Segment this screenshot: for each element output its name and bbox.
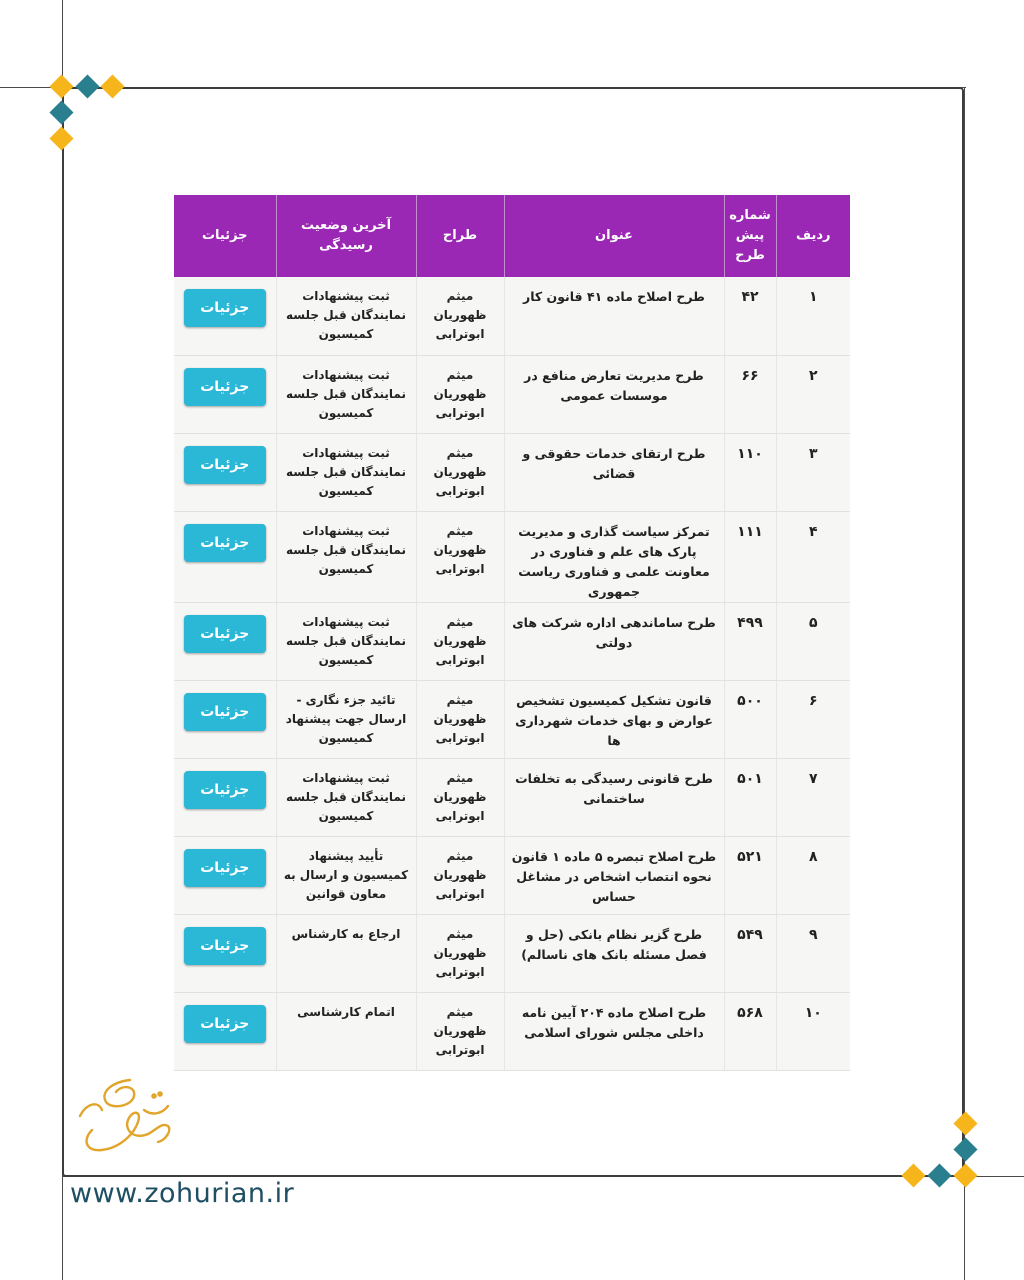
table-header-row	[174, 195, 850, 277]
cell-designer: میثم ظهوریان ابوترابی	[416, 355, 504, 433]
plans-table	[174, 195, 850, 1071]
details-button[interactable]: جزئیات	[184, 615, 266, 653]
table-row	[174, 602, 850, 680]
details-button[interactable]: جزئیات	[184, 849, 266, 887]
cell-row-number: ۶	[776, 680, 850, 758]
cell-title: طرح گزیر نظام بانکی (حل و فصل مسئله بانک های ناسالم)	[504, 914, 724, 992]
cell-row-number: ۱	[776, 277, 850, 355]
table-row	[174, 914, 850, 992]
frame-line-right	[964, 87, 965, 1280]
cell-designer: میثم ظهوریان ابوترابی	[416, 602, 504, 680]
cell-status: ثبت پیشنهادات نمایندگان قبل جلسه کمیسیون	[276, 758, 416, 836]
cell-status: ارجاع به کارشناس	[276, 914, 416, 992]
cell-details	[174, 602, 276, 680]
signature-logo	[72, 1070, 182, 1165]
cell-plan-number: ۵۶۸	[724, 992, 776, 1070]
cell-title: طرح ساماندهی اداره شرکت های دولتی	[504, 602, 724, 680]
cell-title: طرح اصلاح ماده ۴۱ قانون کار	[504, 277, 724, 355]
cell-details	[174, 758, 276, 836]
cell-plan-number: ۴۹۹	[724, 602, 776, 680]
cell-designer: میثم ظهوریان ابوترابی	[416, 680, 504, 758]
cell-details	[174, 914, 276, 992]
header-row-number: ردیف	[776, 195, 850, 277]
details-button[interactable]: جزئیات	[184, 524, 266, 562]
cell-plan-number: ۱۱۰	[724, 433, 776, 511]
details-button[interactable]: جزئیات	[184, 771, 266, 809]
cell-details	[174, 836, 276, 914]
cell-row-number: ۲	[776, 355, 850, 433]
cell-details	[174, 511, 276, 602]
cell-row-number: ۵	[776, 602, 850, 680]
details-button[interactable]: جزئیات	[184, 368, 266, 406]
cell-title: طرح اصلاح ماده ۲۰۴ آیین نامه داخلی مجلس شورای اسلامی	[504, 992, 724, 1070]
table-row	[174, 992, 850, 1070]
details-button[interactable]: جزئیات	[184, 693, 266, 731]
cell-status: اتمام کارشناسی	[276, 992, 416, 1070]
cell-plan-number: ۵۰۰	[724, 680, 776, 758]
table-row	[174, 836, 850, 914]
cell-plan-number: ۶۶	[724, 355, 776, 433]
cell-status: تأیید پیشنهاد کمیسیون و ارسال به معاون قوانین	[276, 836, 416, 914]
cell-plan-number: ۵۰۱	[724, 758, 776, 836]
header-status: آخرین وضعیت رسیدگی	[276, 195, 416, 277]
table-row	[174, 511, 850, 602]
cell-row-number: ۷	[776, 758, 850, 836]
cell-details	[174, 355, 276, 433]
cell-row-number: ۹	[776, 914, 850, 992]
cell-title: طرح ارتقای خدمات حقوقی و قضائی	[504, 433, 724, 511]
details-button[interactable]: جزئیات	[184, 927, 266, 965]
website-url: www.zohurian.ir	[70, 1178, 295, 1209]
cell-designer: میثم ظهوریان ابوترابی	[416, 836, 504, 914]
cell-status: ثبت پیشنهادات نمایندگان قبل جلسه کمیسیون	[276, 355, 416, 433]
cell-details	[174, 277, 276, 355]
cell-status: ثبت پیشنهادات نمایندگان قبل جلسه کمیسیون	[276, 277, 416, 355]
cell-title: طرح مدیریت تعارض منافع در موسسات عمومی	[504, 355, 724, 433]
cell-designer: میثم ظهوریان ابوترابی	[416, 758, 504, 836]
cell-designer: میثم ظهوریان ابوترابی	[416, 433, 504, 511]
table-row	[174, 680, 850, 758]
cell-title: تمرکز سیاست گذاری و مدیریت پارک های علم و فناوری در معاونت علمی و فناوری ریاست جمهوری	[504, 511, 724, 602]
cell-designer: میثم ظهوریان ابوترابی	[416, 992, 504, 1070]
cell-status: ثبت پیشنهادات نمایندگان قبل جلسه کمیسیون	[276, 511, 416, 602]
details-button[interactable]: جزئیات	[184, 446, 266, 484]
table-row	[174, 277, 850, 355]
cell-status: ثبت پیشنهادات نمایندگان قبل جلسه کمیسیون	[276, 602, 416, 680]
cell-status: ثبت پیشنهادات نمایندگان قبل جلسه کمیسیون	[276, 433, 416, 511]
cell-plan-number: ۴۲	[724, 277, 776, 355]
table-row	[174, 758, 850, 836]
cell-row-number: ۸	[776, 836, 850, 914]
cell-details	[174, 680, 276, 758]
details-button[interactable]: جزئیات	[184, 289, 266, 327]
cell-plan-number: ۵۴۹	[724, 914, 776, 992]
cell-row-number: ۱۰	[776, 992, 850, 1070]
table-row	[174, 433, 850, 511]
cell-designer: میثم ظهوریان ابوترابی	[416, 914, 504, 992]
cell-title: قانون تشکیل کمیسیون تشخیص عوارض و بهای خدمات شهرداری ها	[504, 680, 724, 758]
cell-designer: میثم ظهوریان ابوترابی	[416, 511, 504, 602]
cell-row-number: ۴	[776, 511, 850, 602]
header-plan-number: شماره پیش طرح	[724, 195, 776, 277]
cell-designer: میثم ظهوریان ابوترابی	[416, 277, 504, 355]
cell-title: طرح اصلاح تبصره ۵ ماده ۱ قانون نحوه انتصاب اشخاص در مشاغل حساس	[504, 836, 724, 914]
cell-row-number: ۳	[776, 433, 850, 511]
cell-details	[174, 433, 276, 511]
details-button[interactable]: جزئیات	[184, 1005, 266, 1043]
header-title: عنوان	[504, 195, 724, 277]
cell-plan-number: ۵۲۱	[724, 836, 776, 914]
header-details: جزئیات	[174, 195, 276, 277]
header-designer: طراح	[416, 195, 504, 277]
cell-status: تائید جزء نگاری - ارسال جهت پیشنهاد کمیسیون	[276, 680, 416, 758]
table-row	[174, 355, 850, 433]
cell-title: طرح قانونی رسیدگی به تخلفات ساختمانی	[504, 758, 724, 836]
cell-details	[174, 992, 276, 1070]
cell-plan-number: ۱۱۱	[724, 511, 776, 602]
